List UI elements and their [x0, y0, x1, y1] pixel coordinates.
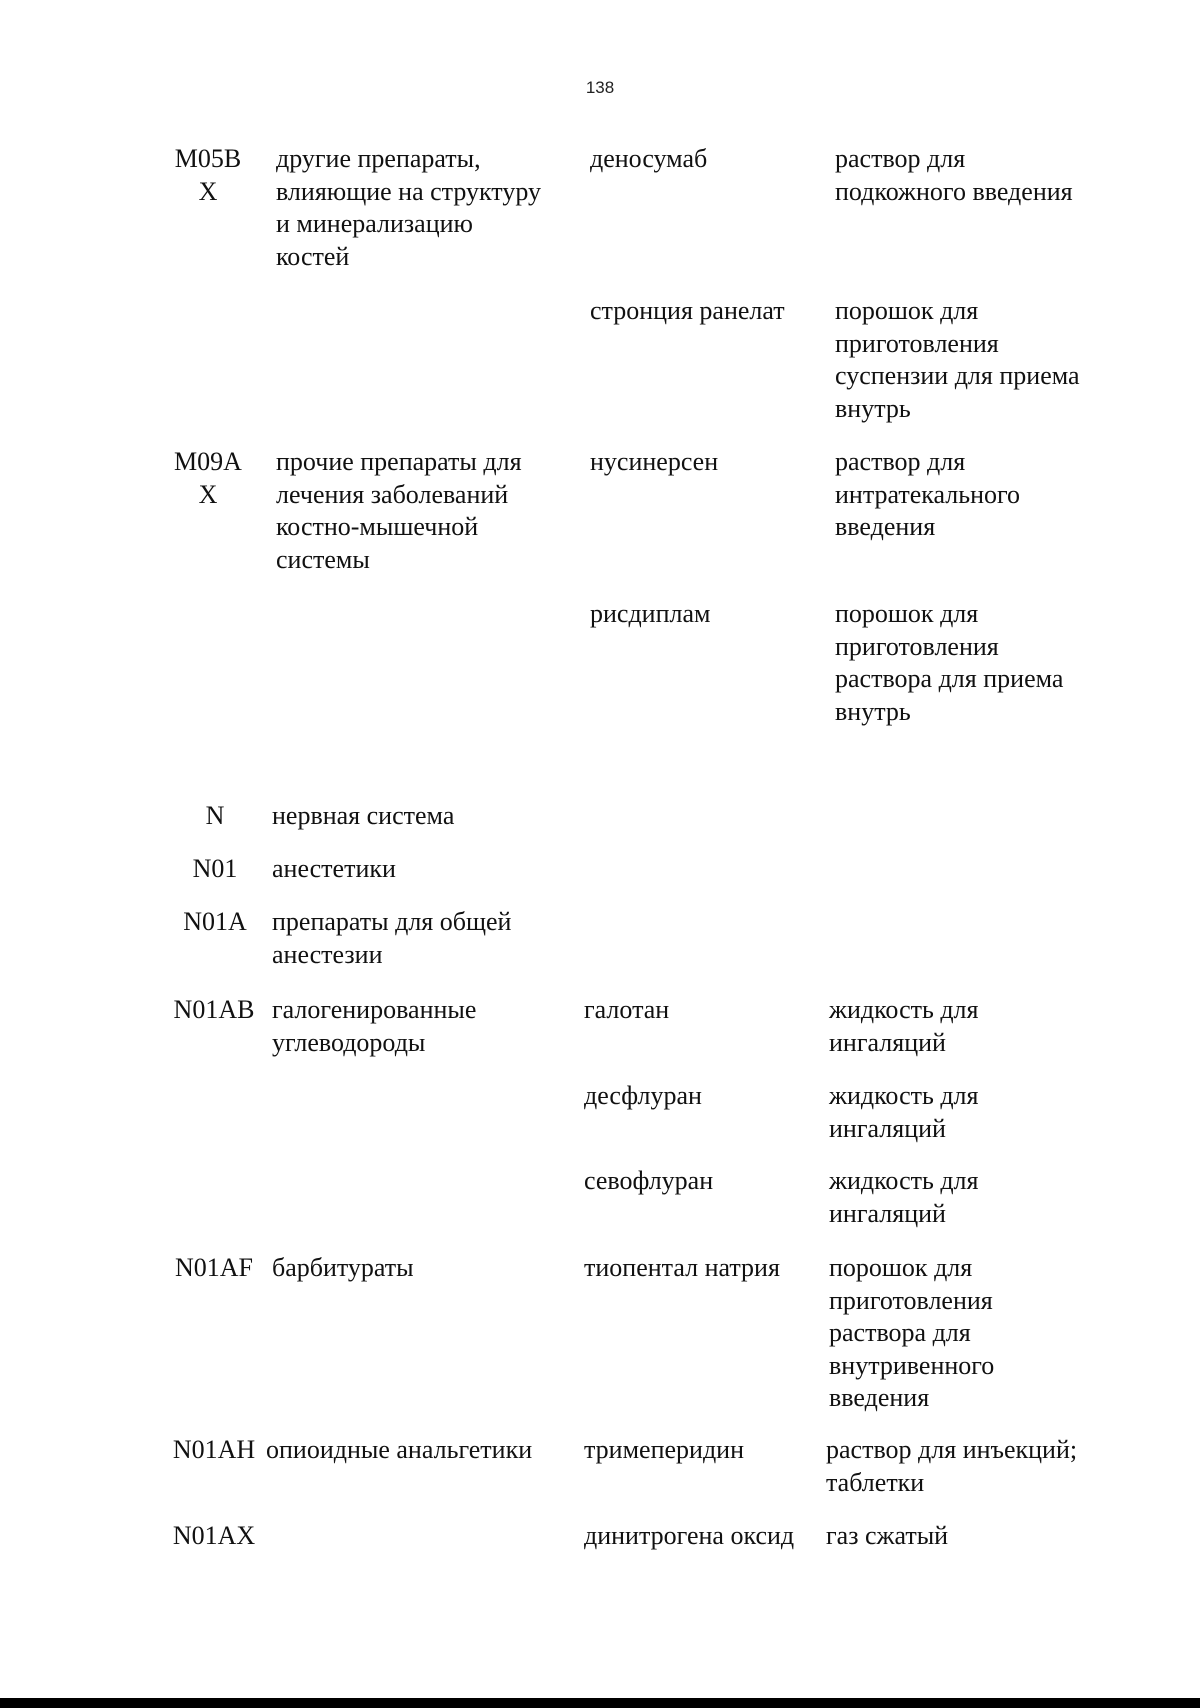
drug-name-cell: тиопентал натрия	[584, 1253, 780, 1282]
drug-name-cell: деносумаб	[590, 144, 708, 173]
atc-code-cell: N01AH	[172, 1435, 256, 1464]
group-name-cell: барбитураты	[272, 1253, 414, 1282]
atc-code-cell: N01A	[183, 907, 247, 936]
group-name-cell: галогенированные углеводороды	[272, 995, 477, 1057]
drug-name-cell: десфлуран	[584, 1081, 702, 1110]
dosage-form-cell: порошок для приготовления раствора для приема внутрь	[835, 599, 1064, 726]
atc-code-cell: M09A X	[174, 447, 242, 509]
dosage-form-cell: жидкость для ингаляций	[829, 1081, 979, 1143]
drug-name-cell: тримеперидин	[584, 1435, 745, 1464]
group-name-cell: препараты для общей анестезии	[272, 907, 512, 969]
group-name-cell: анестетики	[272, 854, 396, 883]
atc-code-cell: N01AF	[174, 1253, 253, 1282]
dosage-form-cell: раствор для подкожного введения	[835, 144, 1073, 206]
dosage-form-cell: раствор для интратекального введения	[835, 447, 1021, 541]
group-name-cell: прочие препараты для лечения заболеваний костно-мышечной системы	[276, 447, 522, 574]
drug-name-cell: стронция ранелат	[590, 296, 785, 325]
dosage-form-cell: жидкость для ингаляций	[829, 1166, 979, 1228]
atc-code-cell: N01	[192, 854, 238, 883]
drug-name-cell: галотан	[584, 995, 670, 1024]
page-bottom-edge	[0, 1698, 1200, 1708]
drug-name-cell: нусинерсен	[590, 447, 719, 476]
dosage-form-cell: порошок для приготовления раствора для внутривенного введения	[829, 1253, 995, 1412]
atc-code-cell: N01AB	[173, 995, 255, 1024]
dosage-form-cell: жидкость для ингаляций	[829, 995, 979, 1057]
atc-code-cell: N	[205, 801, 225, 830]
dosage-form-cell: газ сжатый	[826, 1521, 949, 1550]
atc-code-cell: M05B X	[174, 144, 242, 206]
dosage-form-cell: раствор для инъекций; таблетки	[826, 1435, 1078, 1497]
dosage-form-cell: порошок для приготовления суспензии для приема внутрь	[835, 296, 1080, 423]
group-name-cell: другие препараты, влияющие на структуру и минерализацию костей	[276, 144, 541, 271]
drug-name-cell: рисдиплам	[590, 599, 711, 628]
group-name-cell: нервная система	[272, 801, 455, 830]
page-number: 138	[585, 78, 615, 97]
drug-name-cell: севофлуран	[584, 1166, 714, 1195]
drug-name-cell: динитрогена оксид	[584, 1521, 795, 1550]
atc-code-cell: N01AX	[172, 1521, 256, 1550]
group-name-cell: опиоидные анальгетики	[266, 1435, 533, 1464]
